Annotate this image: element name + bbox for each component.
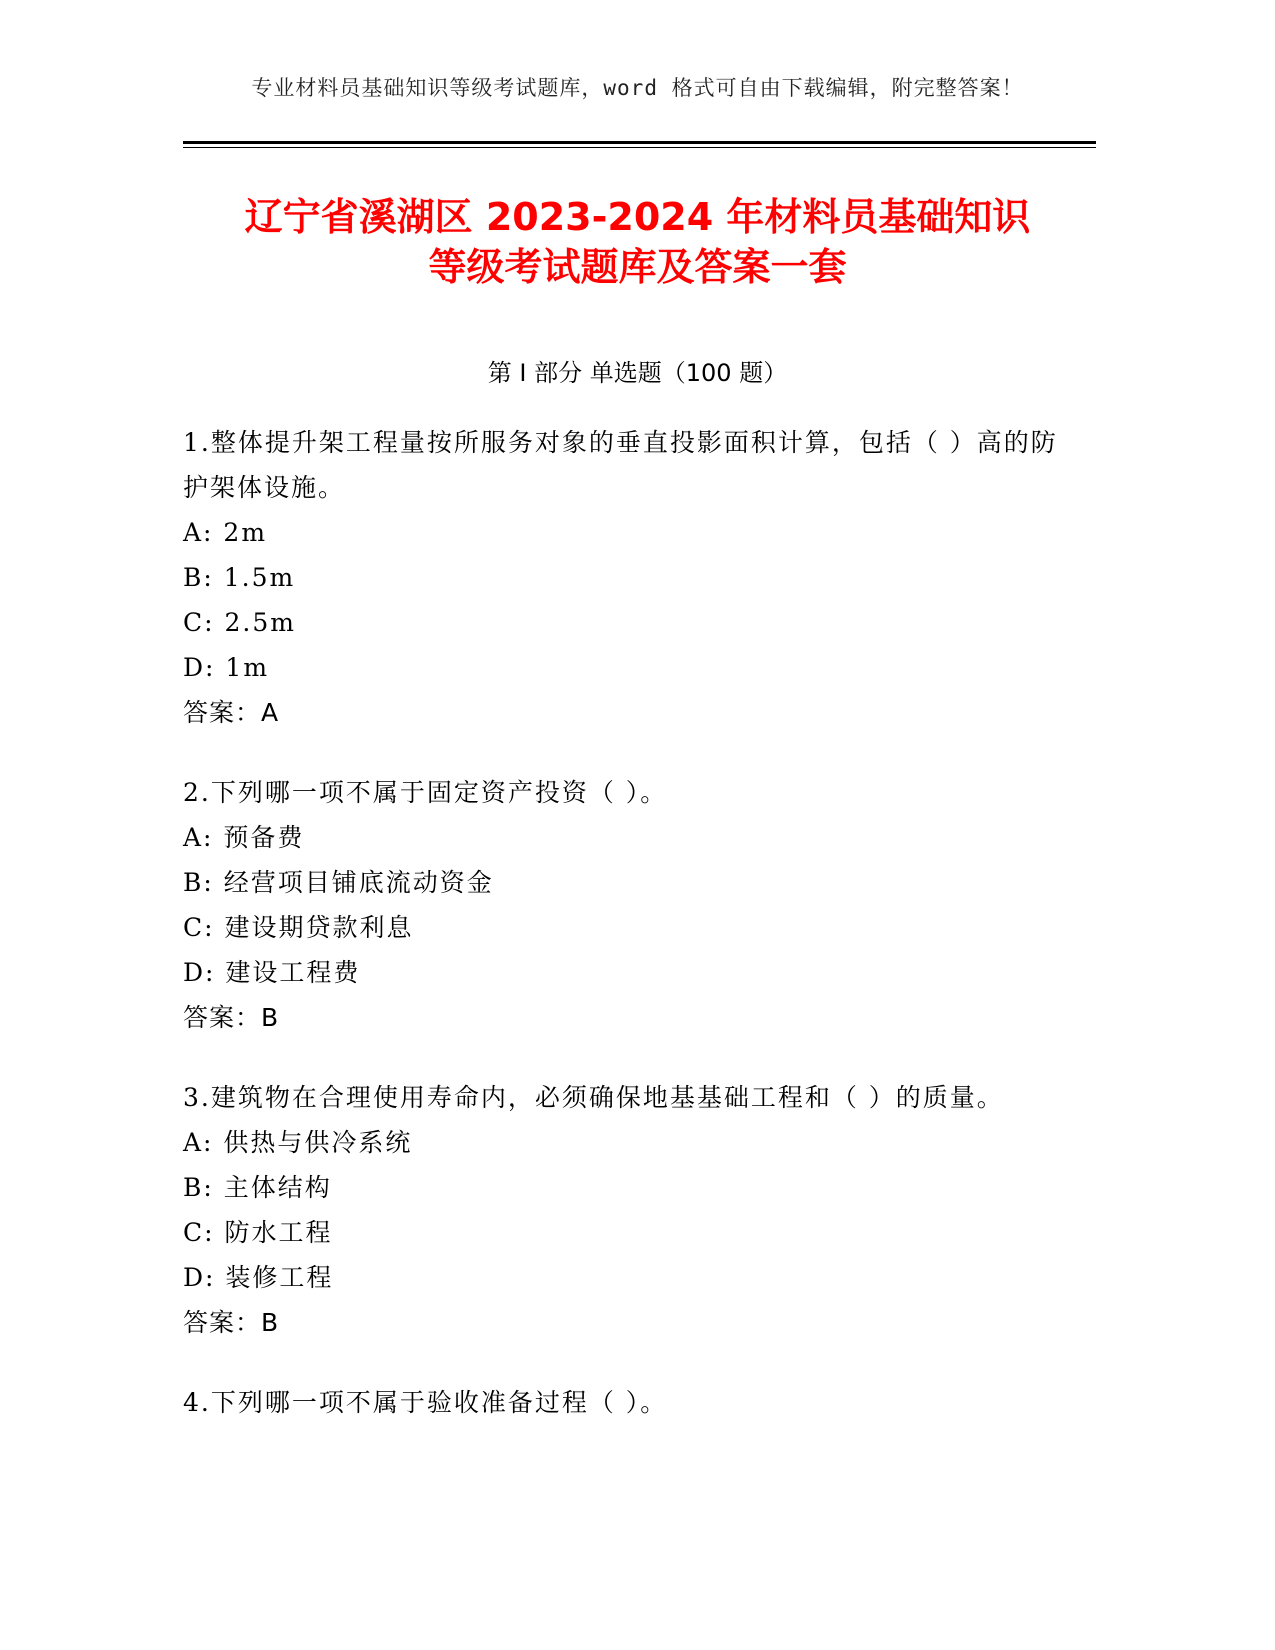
answer-line: 答案：B <box>183 1003 280 1032</box>
option-d: D: 装修工程 <box>183 1263 334 1292</box>
question-stem: 1.整体提升架工程量按所服务对象的垂直投影面积计算，包括（ ）高的防护架体设施。 <box>183 428 1058 502</box>
question-stem: 4.下列哪一项不属于验收准备过程（ ）。 <box>183 1388 668 1417</box>
question-2 <box>183 770 1063 1040</box>
header-rule-thick <box>183 141 1096 144</box>
option-d: D: 1m <box>183 653 270 682</box>
header-rule-thin <box>183 147 1096 148</box>
option-a: A: 供热与供冷系统 <box>183 1128 413 1157</box>
option-a: A: 2m <box>183 518 268 547</box>
answer-line: 答案：B <box>183 1308 280 1337</box>
question-3 <box>183 1075 1063 1345</box>
option-b: B: 1.5m <box>183 563 296 592</box>
document-title-line-1: 辽宁省溪湖区 2023-2024 年材料员基础知识 <box>244 195 1031 239</box>
question-stem: 2.下列哪一项不属于固定资产投资（ ）。 <box>183 778 668 807</box>
option-b: B: 经营项目铺底流动资金 <box>183 868 494 897</box>
header-note: 专业材料员基础知识等级考试题库，word 格式可自由下载编辑，附完整答案！ <box>251 76 1024 100</box>
document-title <box>160 192 1115 292</box>
option-c: C: 2.5m <box>183 608 296 637</box>
option-c: C: 建设期贷款利息 <box>183 913 414 942</box>
answer-line: 答案：A <box>183 698 280 727</box>
document-title-line-2: 等级考试题库及答案一套 <box>428 245 847 289</box>
question-4 <box>183 1380 1063 1425</box>
question-1 <box>183 420 1063 735</box>
option-b: B: 主体结构 <box>183 1173 332 1202</box>
section-title: 第 I 部分 单选题（100 题） <box>487 359 788 387</box>
question-stem: 3.建筑物在合理使用寿命内，必须确保地基基础工程和（ ）的质量。 <box>183 1083 1004 1112</box>
option-a: A: 预备费 <box>183 823 305 852</box>
option-d: D: 建设工程费 <box>183 958 361 987</box>
option-c: C: 防水工程 <box>183 1218 333 1247</box>
